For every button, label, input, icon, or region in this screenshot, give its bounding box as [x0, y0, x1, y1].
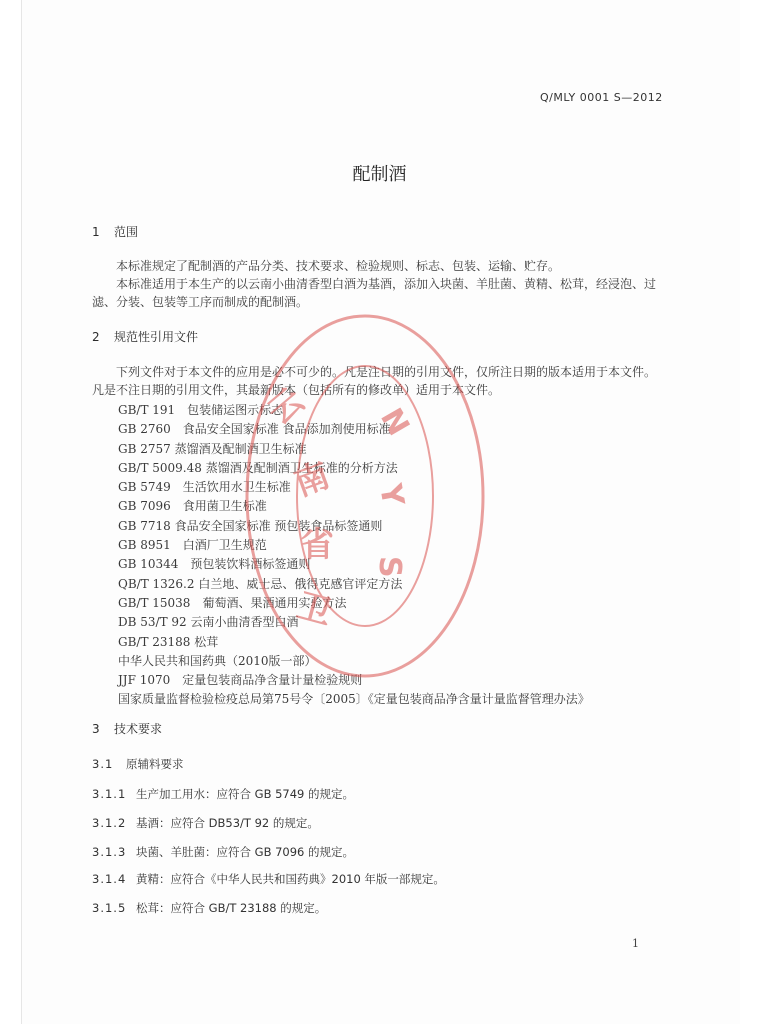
- section-1-paragraph-1: 本标准规定了配制酒的产品分类、技术要求、检验规则、标志、包装、运输、贮存。: [116, 259, 561, 273]
- requirement-text: 基酒：应符合 DB53/T 92 的规定。: [136, 816, 319, 830]
- section-2-title: 规范性引用文件: [114, 330, 199, 344]
- requirement-number: 3.1.4: [92, 872, 127, 886]
- reference-item: 中华人民共和国药典（2010版一部）: [118, 653, 317, 668]
- section-1-heading: [92, 223, 138, 240]
- requirement-text: 生产加工用水：应符合 GB 5749 的规定。: [136, 787, 355, 801]
- reference-item: GB 2760 食品安全国家标准 食品添加剂使用标准: [118, 422, 391, 437]
- requirement-item: [92, 871, 445, 887]
- section-1-paragraph-2: 本标准适用于本生产的以云南小曲清香型白酒为基酒，添加入块菌、羊肚菌、黄精、松茸，经浸泡、过滤、分装、包装等工序而制成的配制酒。: [92, 277, 657, 309]
- seal-glyph: 云: [260, 380, 312, 433]
- section-3-title: 技术要求: [114, 722, 163, 736]
- scan-margin-right: [740, 0, 759, 1024]
- seal-glyph: 省: [300, 525, 334, 565]
- reference-item: GB/T 5009.48 蒸馏酒及配制酒卫生标准的分析方法: [118, 460, 398, 475]
- seal-glyph: 南: [289, 455, 336, 505]
- reference-item: GB 2757 蒸馏酒及配制酒卫生标准: [118, 441, 307, 456]
- reference-item: GB 5749 生活饮用水卫生标准: [118, 480, 291, 495]
- reference-item: GB/T 191 包装储运图示标志: [118, 403, 284, 417]
- subsection-title: 原辅料要求: [126, 757, 184, 771]
- requirement-text: 松茸：应符合 GB/T 23188 的规定。: [136, 901, 327, 915]
- section-3-number: 3: [92, 722, 100, 736]
- requirement-item: [92, 786, 354, 802]
- reference-item: GB/T 23188 松茸: [118, 634, 219, 649]
- requirement-item: [92, 815, 319, 831]
- section-1-title: 范围: [114, 225, 139, 239]
- reference-item: GB 8951 白酒厂卫生规范: [118, 538, 267, 553]
- requirement-item: [92, 900, 326, 916]
- requirement-text: 块菌、羊肚菌：应符合 GB 7096 的规定。: [136, 845, 355, 859]
- seal-glyph: Y: [372, 481, 411, 509]
- section-2-heading: [92, 328, 198, 345]
- scan-margin-left: [0, 0, 22, 1024]
- standard-code: Q/MLY 0001 S—2012: [540, 91, 663, 104]
- requirement-number: 3.1.3: [92, 845, 127, 859]
- reference-item: GB 7096 食用菌卫生标准: [118, 499, 267, 514]
- reference-item: DB 53/T 92 云南小曲清香型白酒: [118, 615, 299, 630]
- reference-item: GB 10344 预包装饮料酒标签通则: [118, 557, 311, 572]
- section-1-number: 1: [92, 225, 100, 239]
- requirement-number: 3.1.1: [92, 787, 127, 801]
- page-number: 1: [632, 937, 639, 950]
- reference-item: GB/T 15038 葡萄酒、果酒通用实验方法: [118, 595, 347, 610]
- reference-item: 国家质量监督检验检疫总局第75号令〔2005〕《定量包装商品净含量计量监督管理办法》: [118, 692, 590, 707]
- reference-item: QB/T 1326.2 白兰地、威士忌、俄得克感官评定方法: [118, 576, 403, 591]
- requirement-text: 黄精：应符合《中华人民共和国药典》2010 年版一部规定。: [136, 872, 445, 886]
- seal-glyph: 卫: [292, 586, 336, 634]
- section-2-intro: 下列文件对于本文件的应用是必不可少的。凡是注日期的引用文件，仅所注日期的版本适用于本文件。凡是不注日期的引用文件，其最新版本（包括所有的修改单）适用于本文件。: [92, 365, 657, 397]
- seal-glyph: S: [372, 556, 407, 578]
- seal-glyph: N: [373, 402, 416, 442]
- subsection-3-1-heading: [92, 756, 184, 772]
- requirement-number: 3.1.2: [92, 816, 127, 830]
- requirement-item: [92, 844, 354, 860]
- reference-list: [118, 401, 590, 710]
- reference-item: GB 7718 食品安全国家标准 预包装食品标签通则: [118, 518, 383, 533]
- section-3-heading: [92, 720, 162, 737]
- reference-item: JJF 1070 定量包装商品净含量计量检验规则: [118, 673, 363, 688]
- section-2-number: 2: [92, 330, 100, 344]
- requirement-number: 3.1.5: [92, 901, 127, 915]
- document-title: 配制酒: [352, 164, 407, 185]
- subsection-number: 3.1: [92, 757, 114, 771]
